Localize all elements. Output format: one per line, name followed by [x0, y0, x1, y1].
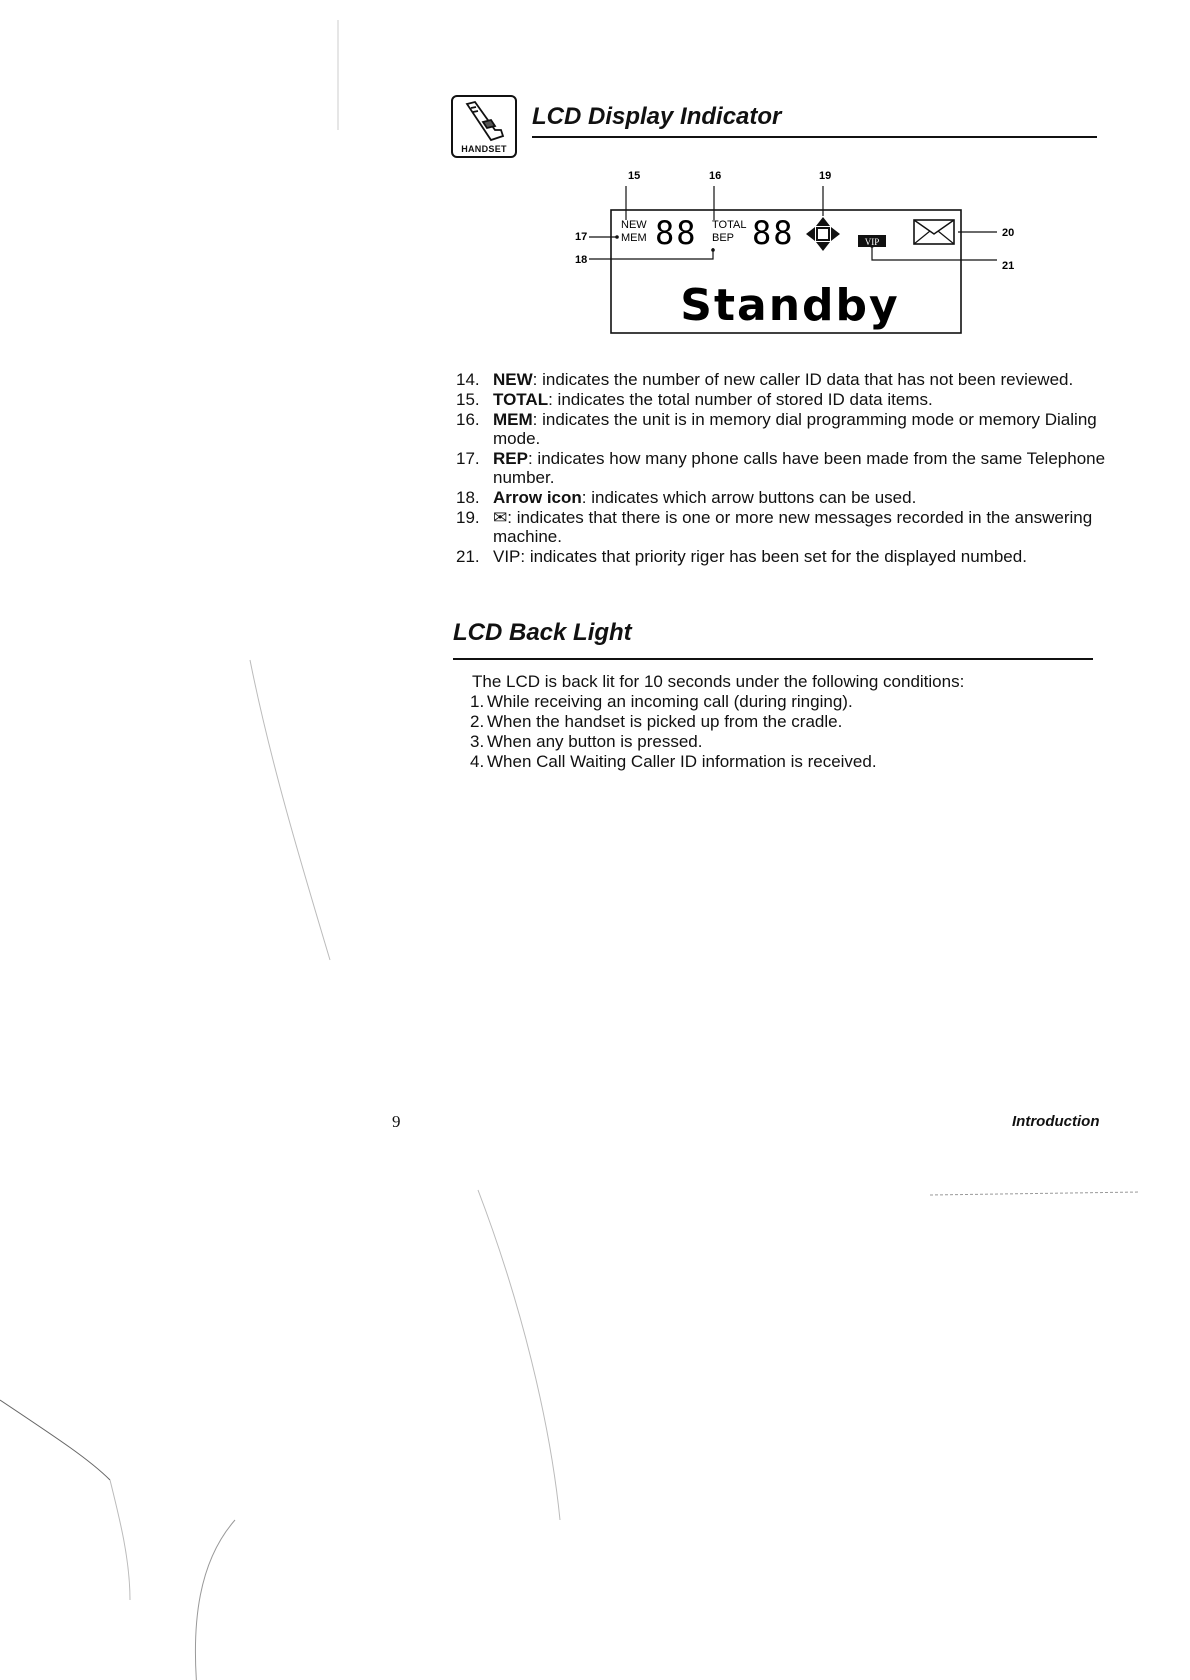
item-term: NEW [493, 370, 533, 389]
lcd-vip-label: VIP [864, 237, 880, 247]
item-text: : indicates which arrow buttons can be used. [581, 488, 917, 507]
item-number: 19. [456, 508, 480, 527]
callout-17: 17 [575, 231, 588, 243]
item-number: 15. [456, 390, 480, 409]
item-text: When Call Waiting Caller ID information is received. [487, 752, 877, 771]
callout-19: 19 [819, 170, 832, 182]
list-item [456, 390, 1126, 409]
item-text: : indicates the number of new caller ID data that has not been reviewed. [532, 370, 1074, 389]
item-number: 4. [470, 752, 485, 771]
item-number: 3. [470, 732, 485, 751]
callout-18: 18 [575, 254, 588, 266]
lcd-new-label: NEW [621, 219, 647, 231]
backlight-title: LCD Back Light [453, 619, 632, 646]
item-number: 1. [470, 692, 485, 711]
item-text: While receiving an incoming call (during ringing). [487, 692, 853, 711]
page-title: LCD Display Indicator [532, 103, 782, 130]
list-item [470, 692, 1070, 711]
list-item [470, 712, 1070, 731]
item-text: : indicates that there is one or more new messages recorded in the answering machine. [493, 508, 1093, 546]
item-number: 14. [456, 370, 480, 389]
list-item [456, 370, 1126, 389]
item-text: : indicates that priority riger has been set for the displayed numbed. [520, 547, 1027, 566]
item-term: Arrow icon [493, 488, 582, 507]
backlight-intro: The LCD is back lit for 10 seconds under the following conditions: [472, 672, 965, 691]
item-text: : indicates the unit is in memory dial programming mode or memory Dialing mode. [493, 410, 1097, 448]
lcd-mem-label: MEM [621, 232, 647, 244]
list-item [470, 752, 1070, 771]
list-item [456, 547, 1126, 566]
handset-badge [451, 95, 517, 158]
list-item [456, 488, 1126, 507]
handset-badge-label: HANDSET [461, 144, 507, 154]
backlight-rule [453, 658, 1093, 660]
item-number: 16. [456, 410, 480, 429]
callout-15: 15 [628, 170, 641, 182]
item-term: TOTAL [493, 390, 549, 409]
item-number: 17. [456, 449, 480, 468]
lcd-total-label: TOTAL [712, 219, 747, 231]
arrow-keypad-icon [806, 217, 840, 251]
envelope-icon: ✉ [493, 508, 508, 527]
item-term: REP [493, 449, 528, 468]
page-number: 9 [392, 1112, 401, 1131]
item-text: When the handset is picked up from the cradle. [487, 712, 843, 731]
footer-section-name: Introduction [1012, 1113, 1100, 1130]
backlight-conditions-list [470, 692, 1070, 772]
indicator-list [456, 370, 1126, 567]
lcd-digits-left: 88 [655, 214, 698, 252]
item-number: 2. [470, 712, 485, 731]
lcd-digits-right: 88 [752, 214, 795, 252]
item-number: 21. [456, 547, 480, 566]
handset-icon [461, 100, 509, 142]
lcd-diagram [0, 0, 1190, 340]
envelope-icon [914, 220, 954, 244]
list-item [470, 732, 1070, 751]
callout-20: 20 [1002, 227, 1015, 239]
list-item [456, 508, 1126, 546]
item-number: 18. [456, 488, 480, 507]
item-text: : indicates how many phone calls have been made from the same Telephone number. [493, 449, 1106, 487]
callout-16: 16 [709, 170, 722, 182]
list-item [456, 449, 1126, 487]
list-item [456, 410, 1126, 448]
callout-21: 21 [1002, 260, 1015, 272]
item-term: MEM [493, 410, 533, 429]
item-text: : indicates the total number of stored ID data items. [548, 390, 933, 409]
lcd-status-text: Standby [680, 280, 900, 331]
item-term: VIP [493, 547, 521, 566]
item-text: When any button is pressed. [487, 732, 703, 751]
title-rule [532, 136, 1097, 138]
lcd-rep-label: BEP [712, 232, 735, 244]
